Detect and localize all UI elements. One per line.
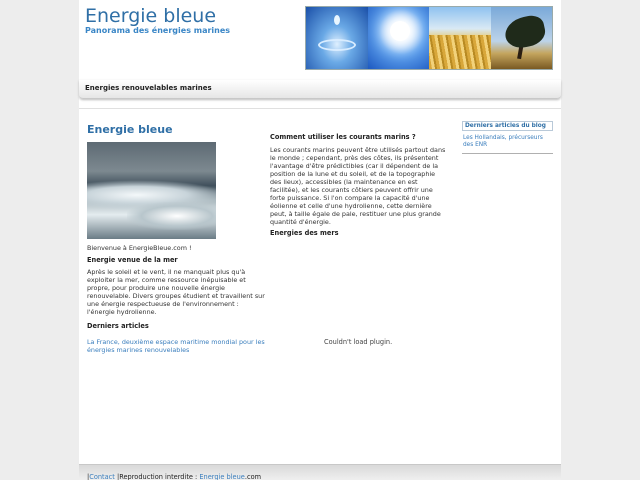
ripple-shape [318, 39, 356, 51]
droplet-shape [334, 15, 340, 25]
sidebar-article-link[interactable]: Les Hollandais, précurseurs des ENR [463, 135, 543, 148]
sidebar-box-title: Derniers articles du blog [462, 121, 553, 131]
column-title: Comment utiliser les courants marins ? [270, 133, 416, 141]
contact-link[interactable]: Contact [89, 473, 115, 480]
site-subtitle: Panorama des énergies marines [85, 26, 231, 35]
page-heading: Energie bleue [87, 123, 173, 136]
footer-text [87, 473, 261, 480]
header-banner [305, 6, 553, 70]
footer-separator: | [87, 473, 90, 480]
section-paragraph: Après le soleil et le vent, il ne manquait plus qu'à exploiter la mer, comme ressource inépuisable et propre, pour produire une nouvelle énergie renouvelable. Divers groupes étudient et travaillent sur une énergie respectueuse de l'environnement : l'énergie hydrolienne. [87, 268, 265, 316]
site-header [79, 0, 561, 80]
column-paragraph: Les courants marins peuvent être utilisés partout dans le monde ; cependant, près des côtes, ils présentent l'avantage d'être prédictibles (car il dépendent de la position de la lune et du soleil, et de la topographie des lieux), accessibles (la maintenance en est facilitée), et les courants côtiers peuvent offrir une forte puissance. Si l'on compare la capacité d'une éolienne et celle d'une hydrolienne, cette dernière peut, à taille égale de pale, restituer une plus grande quantité d'énergie. [270, 146, 446, 226]
sun-shape [390, 21, 410, 41]
water-drop-image [306, 7, 368, 69]
plugin-error-message: Couldn't load plugin. [324, 338, 393, 346]
site-footer [79, 464, 561, 480]
wheat-shape [429, 35, 491, 69]
recent-article-link[interactable]: La France, deuxième espace maritime mondial pour les énergies marines renouvelables [87, 338, 265, 354]
sun-image [368, 7, 430, 69]
tree-canopy-shape [502, 13, 547, 51]
wave-shape [127, 202, 216, 230]
main-content [79, 108, 561, 464]
footer-copyright: |Reproduction interdite : [114, 473, 200, 480]
main-nav [79, 80, 561, 99]
footer-brand-link[interactable]: Energie bleue [199, 473, 245, 480]
section-title: Energie venue de la mer [87, 256, 178, 264]
welcome-text: Bienvenue à EnergieBleue.com ! [87, 244, 192, 252]
recent-articles-title: Derniers articles [87, 322, 149, 330]
wheat-field-image [429, 7, 491, 69]
column-subtitle: Energies des mers [270, 229, 339, 237]
page [79, 0, 561, 480]
site-title[interactable]: Energie bleue [85, 5, 217, 27]
sidebar-divider [462, 153, 553, 154]
nav-item-energies-renouvelables[interactable]: Energies renouvelables marines [85, 84, 212, 92]
footer-suffix: .com [244, 473, 262, 480]
windswept-tree-image [491, 7, 553, 69]
sea-waves-photo [87, 142, 216, 239]
